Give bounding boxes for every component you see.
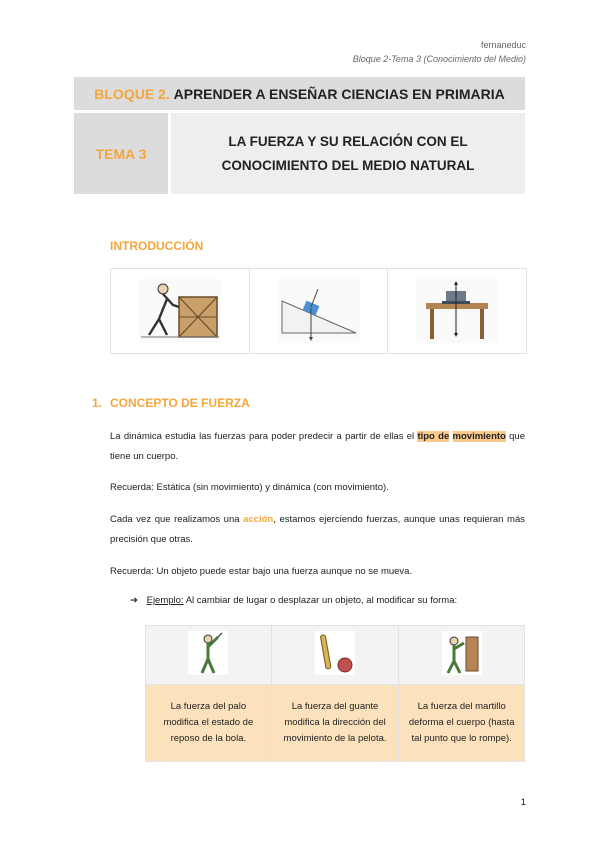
tema-title-line1: LA FUERZA Y SU RELACIÓN CON EL <box>228 133 468 149</box>
examples-image-row <box>146 626 525 685</box>
p1-highlight-1: tipo de <box>417 431 450 442</box>
recuerda-label: Recuerda <box>110 566 152 577</box>
inclined-plane-image <box>278 279 360 343</box>
recuerda-text: : Un objeto puede estar bajo una fuerza aunque no se mueva. <box>151 566 413 577</box>
page-number: 1 <box>520 797 526 808</box>
example-text-cell: La fuerza del palo modifica el estado de reposo de la bola. <box>146 685 272 762</box>
section1-heading <box>92 396 250 410</box>
recuerda-text: Estática (sin movimiento) y dinámica (con movimiento). <box>156 482 389 493</box>
example-bullet <box>130 595 457 606</box>
tema-row <box>74 113 525 194</box>
section-number: 1. <box>92 396 103 410</box>
p2-accent: acción <box>243 514 274 525</box>
doc-subtitle: Bloque 2-Tema 3 (Conocimiento del Medio) <box>352 54 526 64</box>
p1-text: La dinámica estudia las fuerzas para poder predecir a partir de ellas el <box>110 431 415 442</box>
tema-title-line2: CONOCIMIENTO DEL MEDIO NATURAL <box>221 157 475 173</box>
author: fernaneduc <box>480 40 526 50</box>
examples-text-row <box>146 685 525 762</box>
paragraph-dinamica <box>110 427 525 467</box>
page-header <box>353 38 526 66</box>
p2-text: Cada vez que realizamos una <box>110 514 240 525</box>
intro-image-table <box>110 268 527 354</box>
bloque-label: BLOQUE 2. <box>94 85 170 102</box>
laptop-on-table-image <box>416 279 498 343</box>
paragraph-accion <box>110 510 525 550</box>
example-image-cell <box>146 626 272 685</box>
intro-heading: INTRODUCCIÓN <box>110 239 204 253</box>
golfer-image <box>188 631 228 675</box>
bat-and-glove-image <box>315 631 355 675</box>
intro-cell <box>111 269 250 353</box>
tema-label: TEMA 3 <box>74 113 171 194</box>
recuerda-1 <box>110 478 525 498</box>
bloque-row <box>74 77 525 113</box>
p1-highlight-2: movimiento <box>452 431 506 442</box>
recuerda-2 <box>110 562 525 582</box>
person-pushing-box-image <box>139 279 221 343</box>
intro-cell <box>250 269 389 353</box>
arrow-icon: ➔ <box>130 595 138 606</box>
examples-table <box>145 625 525 762</box>
bloque-title: APRENDER A ENSEÑAR CIENCIAS EN PRIMARIA <box>173 85 505 102</box>
recuerda-label: Recuerda: <box>110 482 154 493</box>
title-block <box>74 77 525 194</box>
p1-text-end: que tiene un cuerpo. <box>110 431 525 462</box>
example-text-cell: La fuerza del martillo deforma el cuerpo (hasta tal punto que lo rompe). <box>399 685 525 762</box>
p2-text-end: , estamos ejerciendo fuerzas, aunque unas requieran más precisión que otras. <box>110 514 526 545</box>
tema-title <box>171 113 525 194</box>
example-image-cell <box>271 626 399 685</box>
example-image-cell <box>399 626 525 685</box>
example-text-cell: La fuerza del guante modifica la dirección del movimiento de la pelota. <box>271 685 399 762</box>
bullet-label: Ejemplo: <box>146 595 184 606</box>
hammer-breaking-image <box>442 631 482 675</box>
intro-cell <box>388 269 526 353</box>
section-title: CONCEPTO DE FUERZA <box>110 396 250 410</box>
bullet-text: Al cambiar de lugar o desplazar un objeto, al modificar su forma: <box>185 595 458 606</box>
